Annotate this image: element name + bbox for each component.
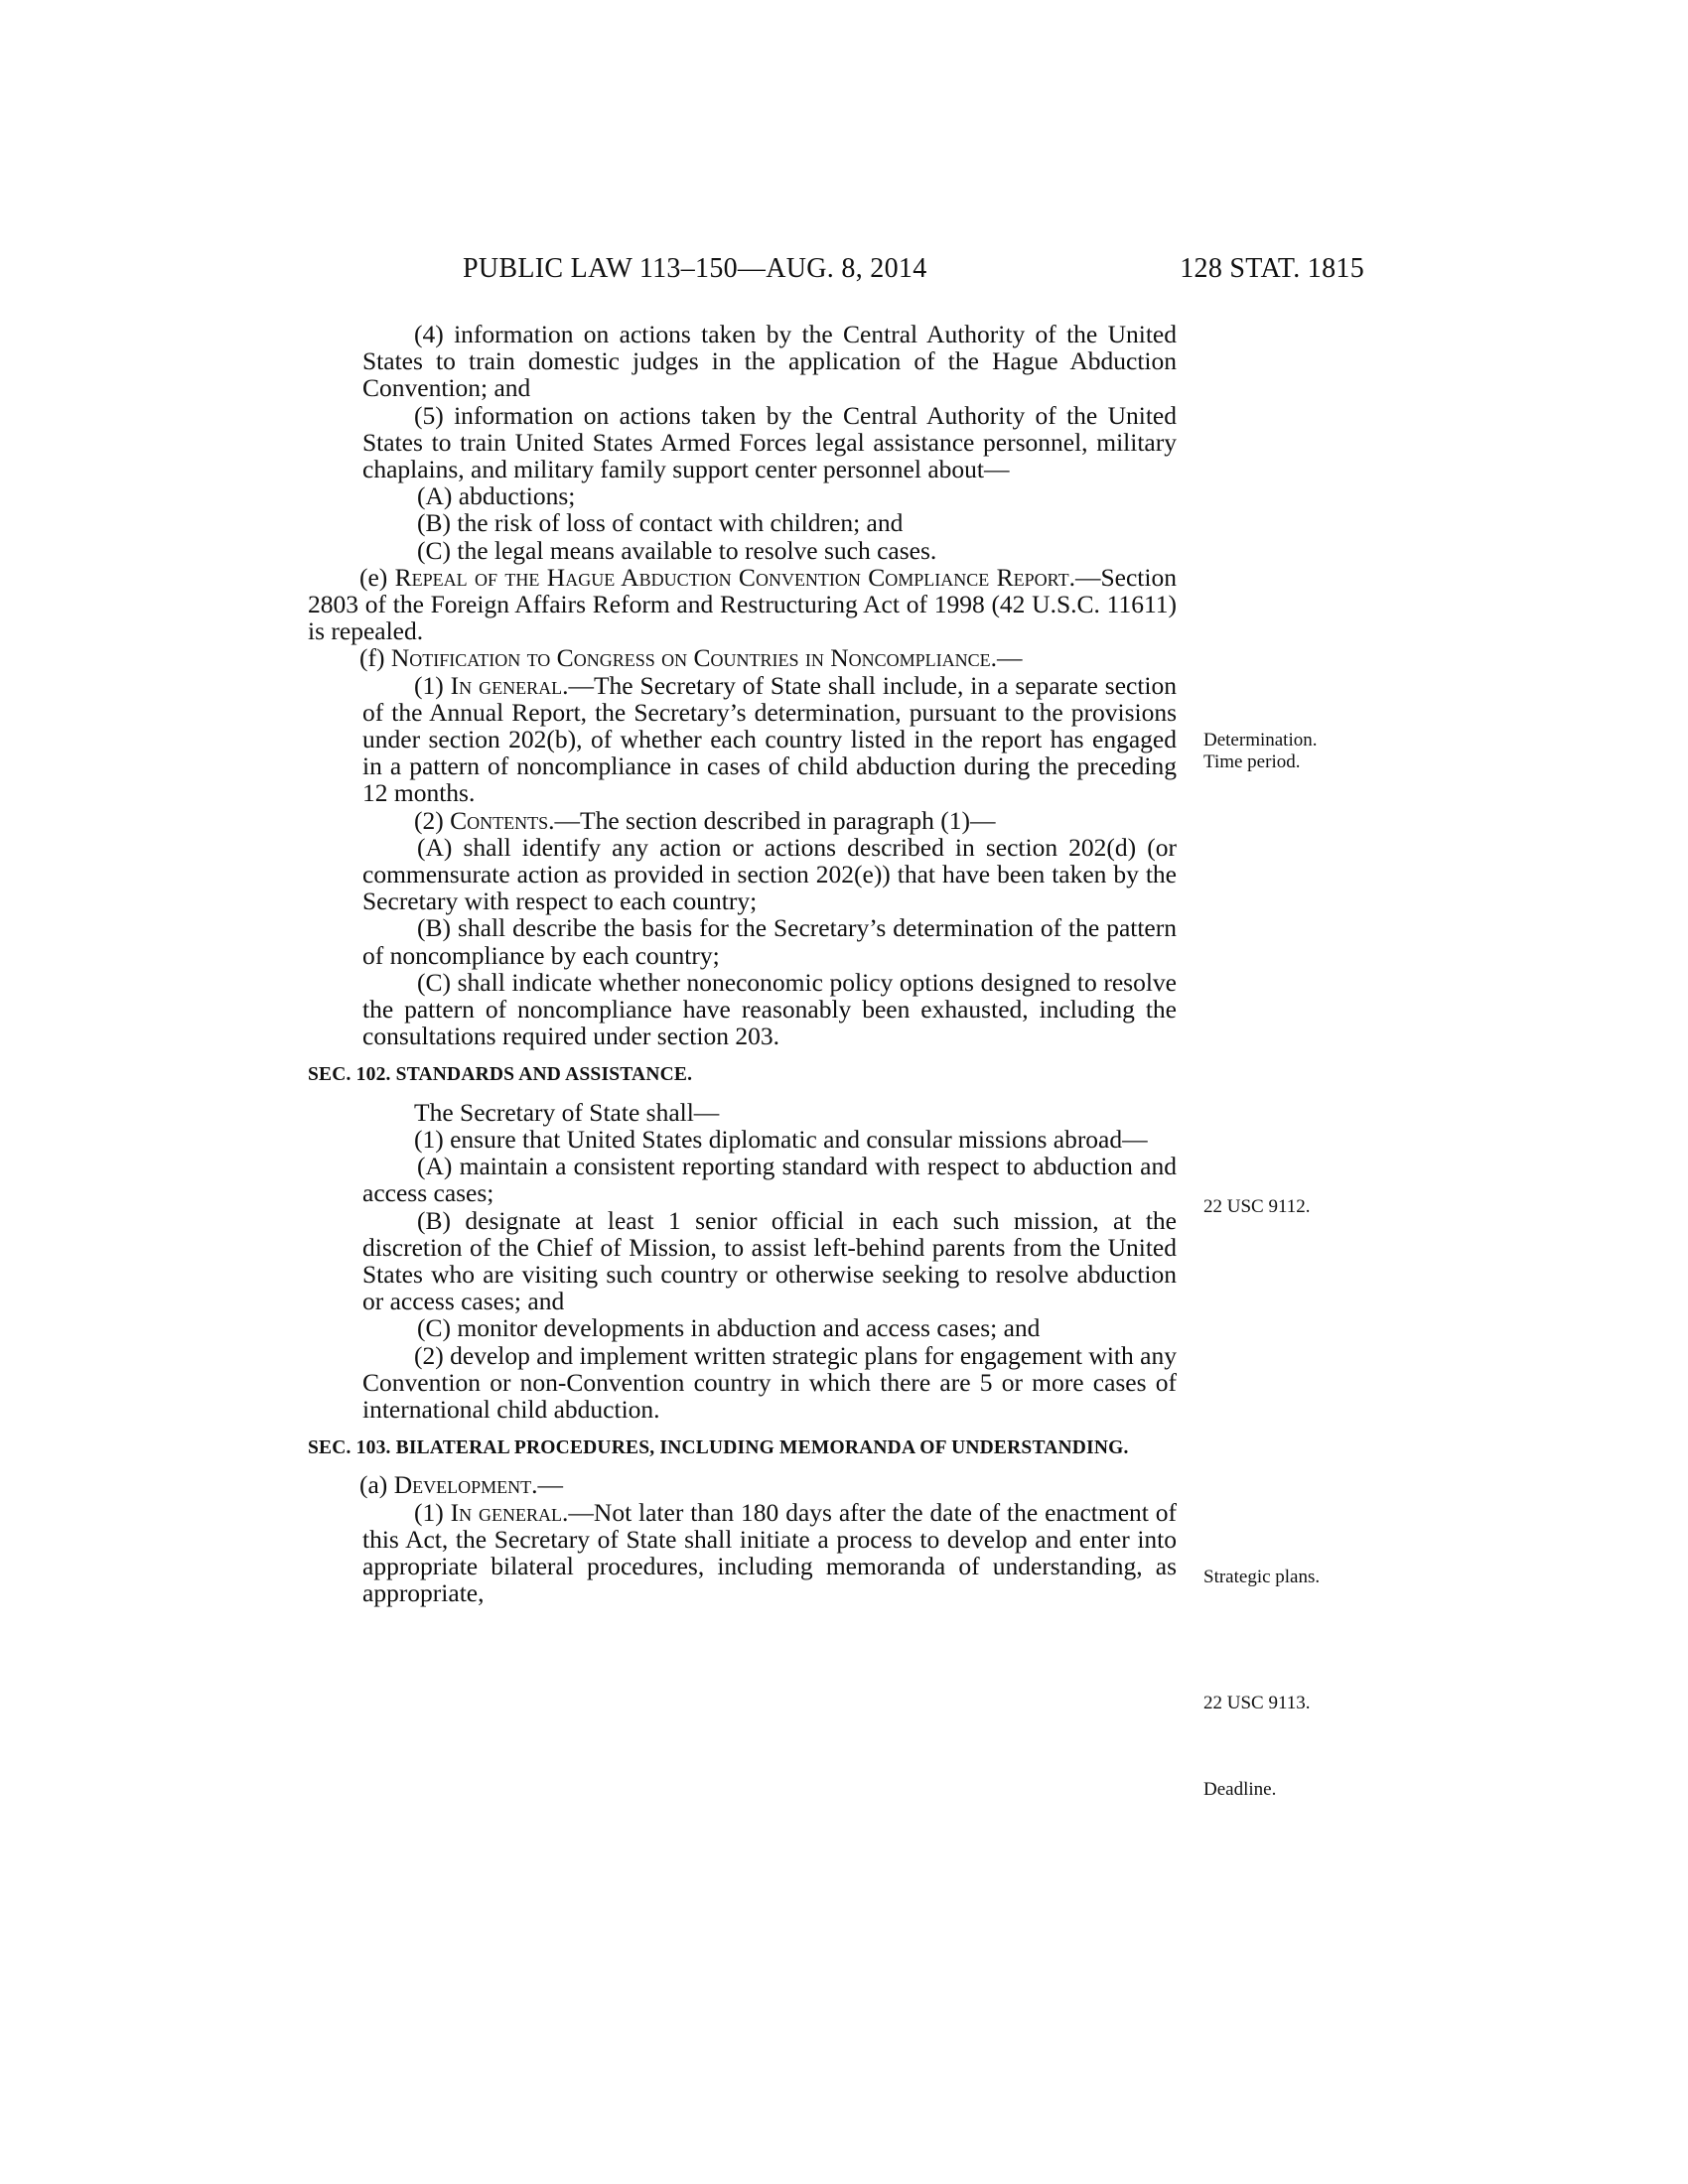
statute-page-reference: 128 STAT. 1815: [1180, 253, 1364, 284]
paragraph-f2-label: (2): [414, 805, 451, 835]
margin-note-determination: Determination.: [1203, 730, 1318, 751]
paragraph-f2: [308, 807, 1177, 834]
section-102-subparagraph-c: (C) monitor developments in abduction and access cases; and: [417, 1313, 1041, 1343]
statute-body: [308, 321, 1177, 1606]
subparagraph-d5c: (C) the legal means available to resolve such cases.: [417, 535, 937, 565]
subsection-f-heading: Notification to Congress on Countries in Noncompliance.: [390, 643, 998, 673]
section-103-a-label: (a): [359, 1470, 394, 1500]
subsection-f: [308, 644, 1177, 671]
paragraph-d5: (5) information on actions taken by the Central Authority of the United States to train United States Armed Forces legal assistance personnel, military chaplains, and military family support center personnel about—: [362, 400, 1177, 484]
paragraph-d4: (4) information on actions taken by the Central Authority of the United States to train domestic judges in the application of the Hague Abduction Convention; and: [362, 320, 1177, 403]
section-103-a-heading: Development.: [393, 1470, 538, 1500]
section-103-heading: SEC. 103. BILATERAL PROCEDURES, INCLUDING MEMORANDA OF UNDERSTANDING.: [308, 1437, 1129, 1459]
subparagraph-f2a: (A) shall identify any action or actions described in section 202(d) (or commensurate action as provided in section 202(e)) that have been taken by the Secretary with respect to each country;: [362, 832, 1177, 916]
section-103-a1-label: (1): [414, 1497, 451, 1527]
section-103-a1-heading: In general.: [450, 1497, 569, 1527]
paragraph-f1: [308, 672, 1177, 807]
subparagraph-f2c: (C) shall indicate whether noneconomic policy options designed to resolve the pattern of noncompliance have reasonably been exhausted, including the consultations required under section 203.: [362, 967, 1177, 1051]
section-103-subsection-a: [308, 1471, 1177, 1498]
margin-note-usc-9113: 22 USC 9113.: [1203, 1693, 1311, 1713]
subsection-e-text: —Section 2803 of the Foreign Affairs Reform and Restructuring Act of 1998 (42 U.S.C. 11611) is repealed.: [308, 562, 1177, 646]
margin-note-usc-9112: 22 USC 9112.: [1203, 1196, 1311, 1217]
subparagraph-f2b: (B) shall describe the basis for the Secretary’s determination of the pattern of noncompliance by each country;: [362, 913, 1177, 970]
subsection-e-heading: Repeal of the Hague Abduction Convention Compliance Report.: [394, 562, 1075, 592]
section-102-heading: SEC. 102. STANDARDS AND ASSISTANCE.: [308, 1064, 693, 1086]
section-102-paragraph-1: (1) ensure that United States diplomatic and consular missions abroad—: [414, 1124, 1148, 1154]
paragraph-f2-text: —The section described in paragraph (1)—: [554, 805, 996, 835]
paragraph-f1-heading: In general.: [450, 670, 569, 700]
section-102-subparagraph-a: (A) maintain a consistent reporting standard with respect to abduction and access cases;: [362, 1152, 1177, 1208]
subparagraph-d5b: (B) the risk of loss of contact with children; and: [417, 508, 904, 538]
margin-note-time-period: Time period.: [1203, 751, 1301, 772]
section-102-subparagraph-b: (B) designate at least 1 senior official in each such mission, at the discretion of the Chief of Mission, to assist left-behind parents from the United States who are visiting such country or otherwise seeking to resolve abduction or access cases; and: [362, 1205, 1177, 1316]
paragraph-f1-label: (1): [414, 670, 451, 700]
margin-note-deadline: Deadline.: [1203, 1779, 1277, 1800]
section-102-paragraph-2: (2) develop and implement written strategic plans for engagement with any Convention or non-Convention country in which there are 5 or more cases of international child abduction.: [362, 1340, 1177, 1424]
section-103-paragraph-a1: [308, 1499, 1177, 1607]
section-103-a1-text: —Not later than 180 days after the date of the enactment of this Act, the Secretary of State shall initiate a process to develop and enter into appropriate bilateral procedures, including memoranda of understanding, as appropriate,: [362, 1497, 1178, 1608]
subsection-e: [308, 564, 1177, 645]
running-head: PUBLIC LAW 113–150—AUG. 8, 2014: [463, 253, 927, 284]
subsection-f-label: (f): [359, 643, 391, 673]
paragraph-f2-heading: Contents.: [450, 805, 555, 835]
section-102-intro: The Secretary of State shall—: [414, 1097, 720, 1127]
paragraph-f1-text: —The Secretary of State shall include, in a separate section of the Annual Report, the Secretary’s determination, pursuant to the provisions under section 202(b), of whether each country listed in the report has engaged in a pattern of noncompliance in cases of child abduction during the preceding 12 months.: [362, 670, 1177, 808]
margin-note-strategic-plans: Strategic plans.: [1203, 1567, 1321, 1587]
section-103-a-dash: —: [537, 1470, 563, 1500]
subsection-f-dash: —: [997, 643, 1023, 673]
page-header: [463, 253, 1364, 293]
subparagraph-d5a: (A) abductions;: [417, 481, 576, 511]
subsection-e-label: (e): [359, 562, 395, 592]
